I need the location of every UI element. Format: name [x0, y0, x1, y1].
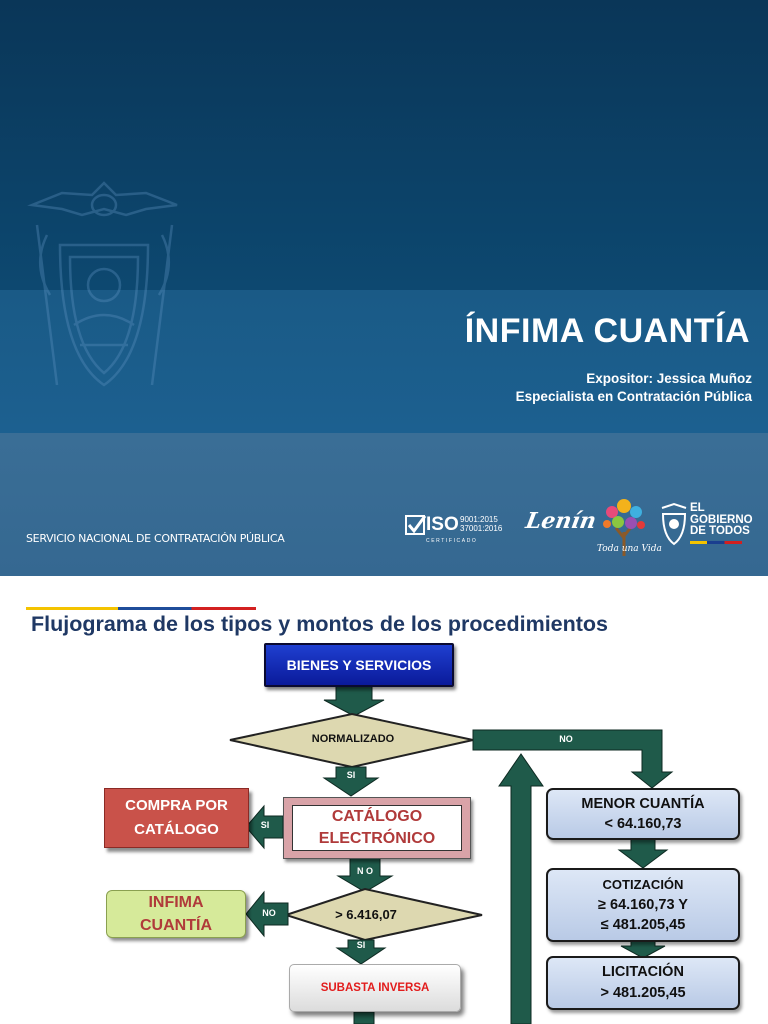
si-label-2: SI — [356, 940, 366, 950]
catalogo-electronico-box — [283, 797, 471, 859]
iso-mark: ISO — [426, 514, 459, 535]
si-left-label: SI — [260, 820, 270, 830]
institution-name: SERVICIO NACIONAL DE CONTRATACIÓN PÚBLICA — [26, 532, 285, 545]
infima-line-1: INFIMA — [148, 894, 204, 911]
licitacion-box — [546, 956, 740, 1010]
catalogo-inner-box — [292, 805, 462, 851]
gobierno-de-todos-logo — [690, 503, 753, 538]
presenter-role: Especialista en Contratación Pública — [515, 389, 752, 404]
flowchart-title: Flujograma de los tipos y montos de los procedimientos — [31, 612, 609, 636]
catalogo-line-1: CATÁLOGO — [331, 808, 423, 825]
compra-line-1: COMPRA POR — [125, 797, 228, 814]
infima-line-2: CUANTÍA — [140, 917, 212, 934]
footer-band — [0, 433, 768, 576]
ecuador-shield-icon — [660, 502, 688, 546]
normalizado-label: NORMALIZADO — [311, 733, 395, 745]
licitacion-line-2: > 481.205,45 — [600, 985, 686, 1001]
flag-stripe — [690, 541, 742, 544]
iso-standard-2: 37001:2016 — [460, 524, 503, 533]
arrow-stub-bottom — [354, 1012, 374, 1024]
arrow-up-long — [499, 754, 543, 1024]
gobierno-line-2: GOBIERNO — [690, 513, 753, 526]
compra-por-catalogo-box — [104, 788, 249, 848]
arrow-menor-cotizacion — [619, 838, 667, 868]
cotizacion-line-3: ≤ 481.205,45 — [600, 917, 686, 933]
licitacion-line-1: LICITACIÓN — [602, 964, 684, 980]
gobierno-line-3: DE TODOS — [690, 525, 750, 537]
no-left-label: NO — [262, 908, 276, 918]
menor-cuantia-box — [546, 788, 740, 840]
presenter-name: Expositor: Jessica Muñoz — [586, 371, 752, 386]
cotizacion-box — [546, 868, 740, 942]
slide-title: ÍNFIMA CUANTÍA — [464, 312, 750, 350]
cotizacion-line-1: COTIZACIÓN — [602, 877, 684, 892]
coat-of-arms-icon — [22, 175, 187, 400]
subasta-inversa-box: SUBASTA INVERSA — [289, 964, 461, 1012]
toda-una-vida-label: Toda una Vida — [597, 544, 662, 554]
bienes-servicios-box: BIENES Y SERVICIOS — [264, 643, 454, 687]
threshold-label: > 6.416,07 — [335, 907, 397, 922]
cotizacion-line-2: ≥ 64.160,73 Y — [598, 897, 688, 913]
check-icon — [404, 514, 428, 538]
flowchart-slide — [0, 576, 768, 1024]
iso-certified-label: CERTIFICADO — [426, 538, 478, 544]
menor-line-1: MENOR CUANTÍA — [581, 796, 705, 812]
infima-cuantia-box — [106, 890, 246, 938]
lenin-signature-logo: Lenín — [523, 508, 599, 534]
catalogo-line-2: ELECTRÓNICO — [318, 830, 436, 847]
iso-certification-logo — [404, 512, 503, 552]
si-label-1: SI — [346, 770, 356, 780]
arrow-down-1 — [324, 685, 384, 716]
no-top-label: NO — [559, 734, 573, 744]
compra-line-2: CATÁLOGO — [134, 821, 219, 838]
menor-line-2: < 64.160,73 — [604, 816, 682, 832]
no-mid-label: N O — [356, 866, 373, 876]
gobierno-line-1: EL — [690, 502, 705, 514]
iso-standard-1: 9001:2015 — [460, 515, 498, 524]
